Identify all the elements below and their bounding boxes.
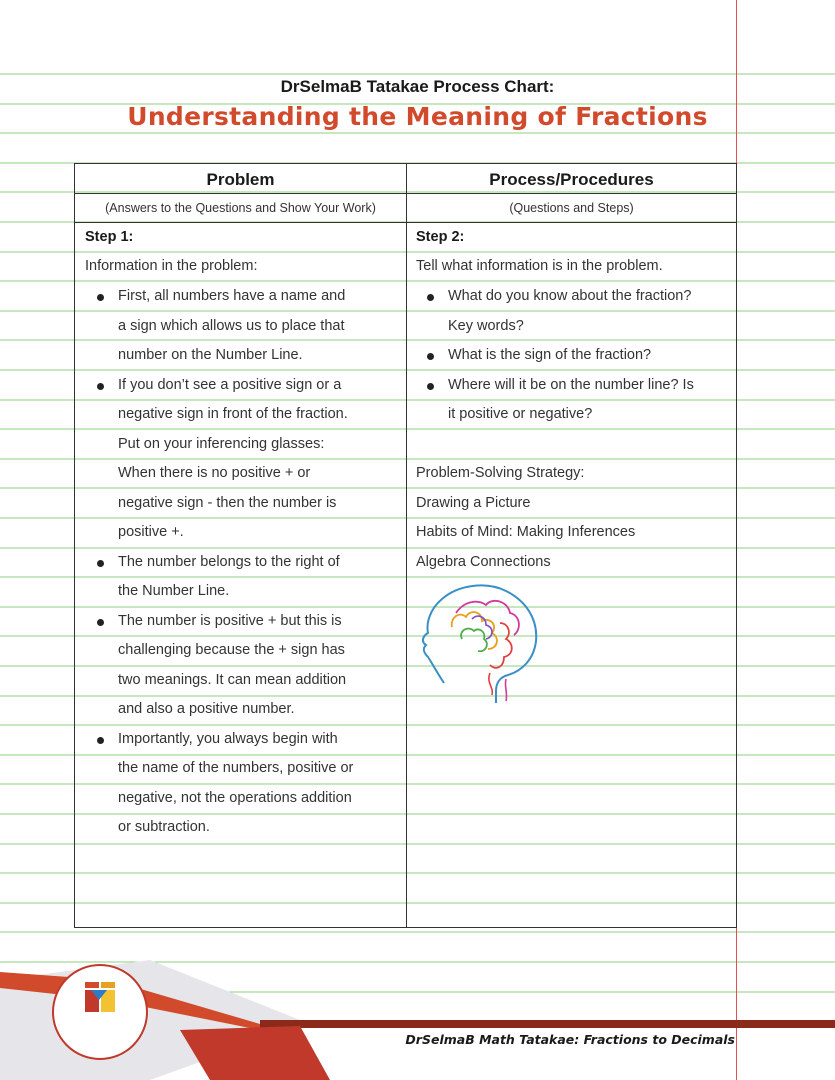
column-divider bbox=[406, 164, 407, 927]
problem-line: The number is positive + but this is bbox=[118, 612, 342, 629]
process-heading: Process/Procedures bbox=[489, 170, 654, 189]
process-intro: Tell what information is in the problem. bbox=[416, 258, 663, 274]
bullet-icon bbox=[427, 383, 434, 390]
problem-line: negative, not the operations addition bbox=[118, 789, 352, 806]
bullet-icon bbox=[97, 737, 104, 744]
problem-line: a sign which allows us to place that bbox=[118, 317, 345, 334]
logo-icon bbox=[85, 982, 115, 1012]
problem-line: two meanings. It can mean addition bbox=[118, 671, 347, 688]
strategy-line: Habits of Mind: Making Inferences bbox=[416, 524, 636, 540]
process-line: What do you know about the fraction? bbox=[448, 288, 692, 304]
bullet-icon bbox=[97, 294, 104, 301]
process-line: Key words? bbox=[448, 317, 524, 334]
brain-illustration bbox=[416, 583, 540, 711]
problem-line: the Number Line. bbox=[118, 583, 230, 599]
bullet-icon bbox=[427, 294, 434, 301]
logo-badge bbox=[52, 964, 148, 1060]
bullet-icon bbox=[97, 560, 104, 567]
problem-line: When there is no positive + or bbox=[118, 465, 311, 481]
page-title: DrSelmaB Tatakae Process Chart: bbox=[280, 77, 555, 96]
bullet-icon bbox=[97, 383, 104, 390]
row-divider bbox=[75, 222, 736, 223]
process-subheading: (Questions and Steps) bbox=[509, 201, 634, 215]
problem-line: The number belongs to the right of bbox=[118, 553, 340, 570]
step-1-label: Step 1: bbox=[85, 229, 134, 245]
problem-line: positive +. bbox=[118, 524, 184, 540]
footer-title: DrSelmaB Math Tatakae: Fractions to Decimals bbox=[405, 1032, 735, 1047]
problem-line: negative sign - then the number is bbox=[118, 494, 337, 511]
problem-line: negative sign in front of the fraction. bbox=[118, 406, 348, 422]
strategy-line: Algebra Connections bbox=[416, 553, 551, 570]
problem-line: Importantly, you always begin with bbox=[118, 730, 338, 747]
problem-line: First, all numbers have a name and bbox=[118, 288, 346, 304]
problem-line: number on the Number Line. bbox=[118, 347, 303, 363]
problem-heading: Problem bbox=[206, 170, 275, 189]
problem-intro: Information in the problem: bbox=[85, 258, 258, 274]
bullet-icon bbox=[427, 353, 434, 360]
bullet-icon bbox=[97, 619, 104, 626]
problem-line: If you don’t see a positive sign or a bbox=[118, 376, 342, 393]
process-line: it positive or negative? bbox=[448, 406, 593, 422]
strategy-line: Problem-Solving Strategy: bbox=[416, 465, 585, 481]
problem-line: or subtraction. bbox=[118, 819, 210, 835]
problem-line: challenging because the + sign has bbox=[118, 642, 345, 658]
row-divider bbox=[75, 193, 736, 194]
process-line: Where will it be on the number line? Is bbox=[448, 376, 694, 393]
process-chart-table bbox=[74, 163, 737, 928]
problem-subheading: (Answers to the Questions and Show Your Work) bbox=[105, 201, 376, 215]
problem-line: Put on your inferencing glasses: bbox=[118, 435, 325, 452]
strategy-line: Drawing a Picture bbox=[416, 494, 531, 511]
page-subtitle: Understanding the Meaning of Fractions bbox=[127, 102, 708, 131]
process-line: What is the sign of the fraction? bbox=[448, 347, 652, 363]
step-2-label: Step 2: bbox=[416, 229, 465, 245]
problem-line: and also a positive number. bbox=[118, 701, 295, 717]
problem-line: the name of the numbers, positive or bbox=[118, 760, 354, 776]
